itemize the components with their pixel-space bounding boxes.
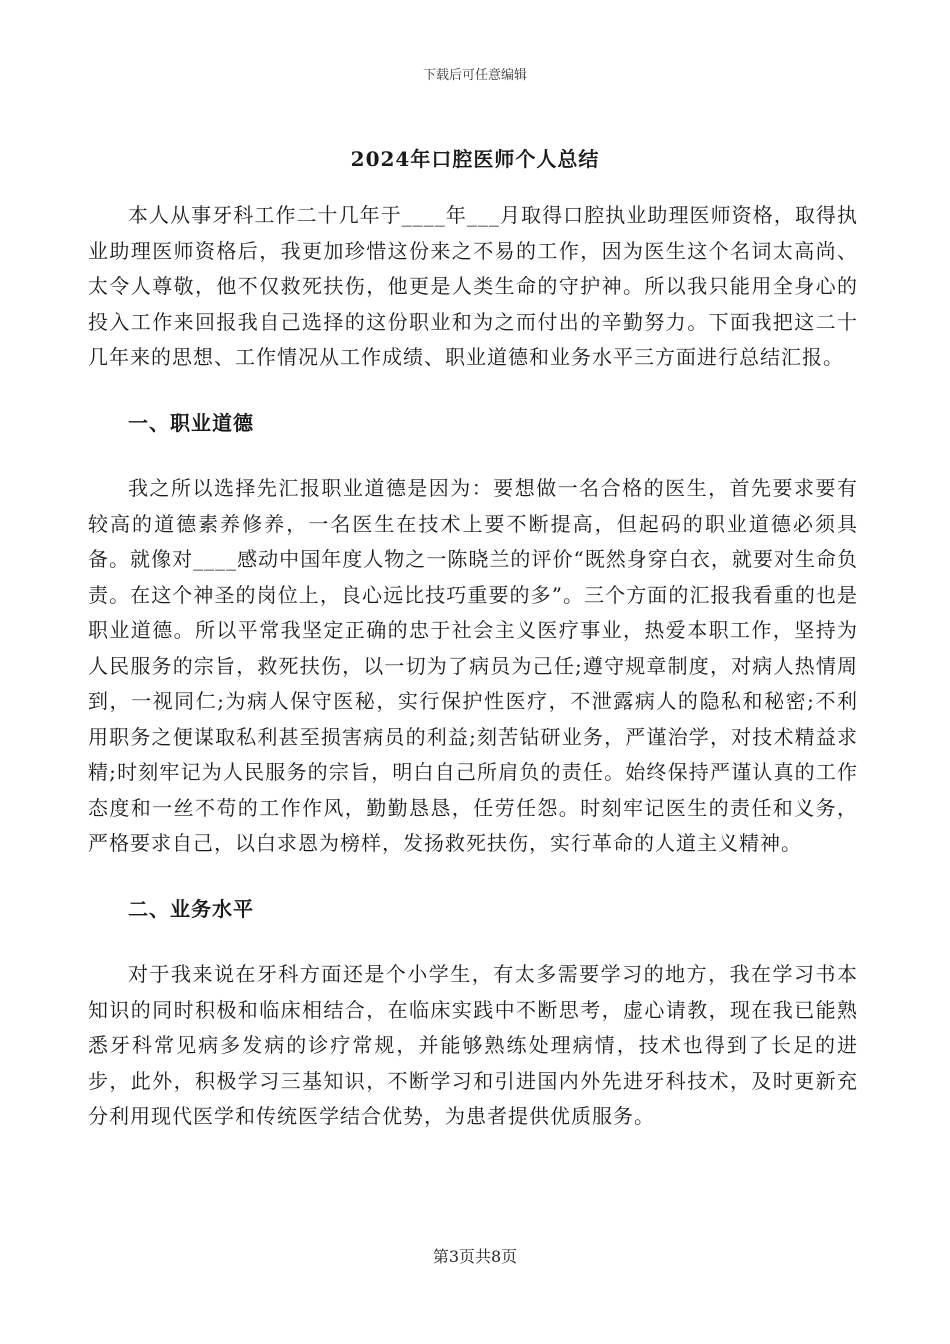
- intro-paragraph: 本人从事牙科工作二十几年于____年___月取得口腔执业助理医师资格，取得执业助理医师资格后，我更加珍惜这份来之不易的工作，因为医生这个名词太高尚、太令人尊敬，他不仅救死扶伤，他更是人类生命的守护神。所以我只能用全身心的投入工作来回报我自己选择的这份职业和为之而付出的辛勤努力。下面我把这二十几年来的思想、工作情况从工作成绩、职业道德和业务水平三方面进行总结汇报。: [88, 203, 858, 369]
- section-body-ethics: 我之所以选择先汇报职业道德是因为：要想做一名合格的医生，首先要求要有较高的道德素养修养，一名医生在技术上要不断提高，但起码的职业道德必须具备。就像对____感动中国年度人物之一陈晓兰的评价“既然身穿白衣，就要对生命负责。在这个神圣的岗位上，良心远比技巧重要的多”。三个方面的汇报我看重的也是职业道德。所以平常我坚定正确的忠于社会主义医疗事业，热爱本职工作，坚持为人民服务的宗旨，救死扶伤，以一切为了病员为己任;遵守规章制度，对病人热情周到，一视同仁;为病人保守医秘，实行保护性医疗，不泄露病人的隐私和秘密;不利用职务之便谋取私利甚至损害病员的利益;刻苦钻研业务，严谨治学，对技术精益求精;时刻牢记为人民服务的宗旨，明白自己所肩负的责任。始终保持严谨认真的工作态度和一丝不苟的工作作风，勤勤恳恳，任劳任怨。时刻牢记医生的责任和义务，严格要求自己，以白求恩为榜样，发扬救死扶伤，实行革命的人道主义精神。: [88, 476, 858, 855]
- section-body-skills: 对于我来说在牙科方面还是个小学生，有太多需要学习的地方，我在学习书本知识的同时积极和临床相结合，在临床实践中不断思考，虚心请教，现在我已能熟悉牙科常见病多发病的诊疗常规，并能够熟练处理病情，技术也得到了长足的进步，此外，积极学习三基知识，不断学习和引进国内外先进牙科技术，及时更新充分利用现代医学和传统医学结合优势，为患者提供优质服务。: [88, 962, 858, 1128]
- page-number: 第3页共8页: [432, 1247, 518, 1266]
- header-note: 下载后可任意编辑: [422, 68, 527, 83]
- document-body: [88, 198, 858, 1135]
- section-heading-skills: 二、业务水平: [128, 896, 254, 921]
- section-heading-ethics: 一、职业道德: [128, 410, 254, 435]
- document-title: 2024年口腔医师个人总结: [350, 147, 600, 171]
